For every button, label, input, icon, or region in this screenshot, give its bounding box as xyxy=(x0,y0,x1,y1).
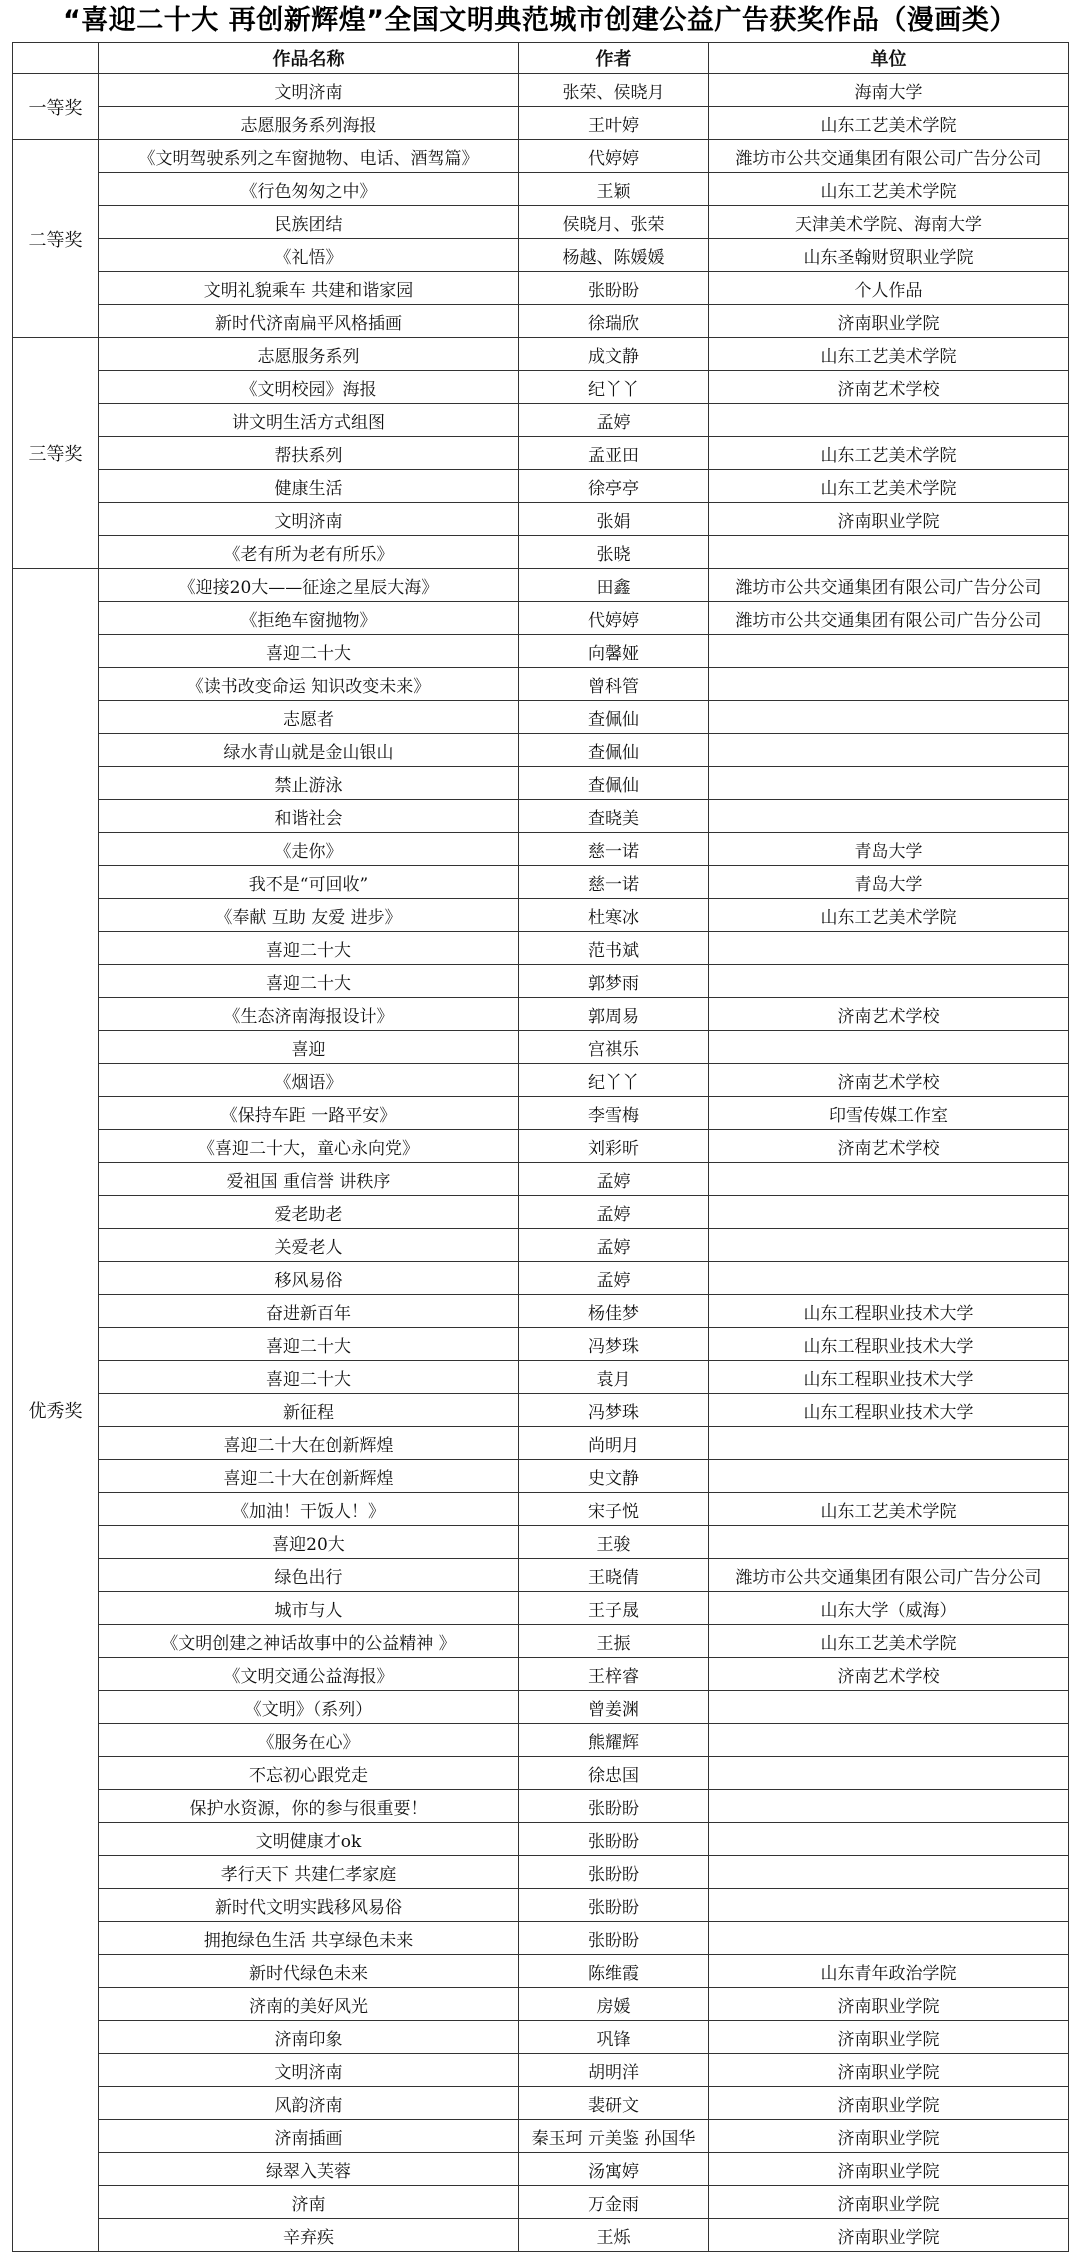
author-cell: 李雪梅 xyxy=(519,1097,709,1130)
unit-cell: 济南艺术学校 xyxy=(709,1658,1069,1691)
unit-cell xyxy=(709,1229,1069,1262)
work-title-cell: 拥抱绿色生活 共享绿色未来 xyxy=(99,1922,519,1955)
author-cell: 巩锋 xyxy=(519,2021,709,2054)
work-title-cell: 绿色出行 xyxy=(99,1559,519,1592)
author-cell: 陈维霞 xyxy=(519,1955,709,1988)
author-cell: 张盼盼 xyxy=(519,1790,709,1823)
unit-cell: 济南职业学院 xyxy=(709,305,1069,338)
award-grade: 二等奖 xyxy=(13,140,99,338)
author-cell: 杨佳梦 xyxy=(519,1295,709,1328)
unit-cell: 济南职业学院 xyxy=(709,2219,1069,2252)
work-title-cell: 辛弃疾 xyxy=(99,2219,519,2252)
author-cell: 查晓美 xyxy=(519,800,709,833)
work-title-cell: 爱祖国 重信誉 讲秩序 xyxy=(99,1163,519,1196)
work-title-cell: 《文明交通公益海报》 xyxy=(99,1658,519,1691)
work-title-cell: 《文明创建之神话故事中的公益精神 》 xyxy=(99,1625,519,1658)
table-row xyxy=(13,1757,1069,1790)
work-title-cell: 文明济南 xyxy=(99,503,519,536)
table-row xyxy=(13,1790,1069,1823)
table-row xyxy=(13,140,1069,173)
work-title-cell: 关爱老人 xyxy=(99,1229,519,1262)
work-title-cell: 《文明校园》海报 xyxy=(99,371,519,404)
unit-cell: 山东工程职业技术大学 xyxy=(709,1295,1069,1328)
author-cell: 查佩仙 xyxy=(519,734,709,767)
author-cell: 冯梦珠 xyxy=(519,1328,709,1361)
unit-cell xyxy=(709,1526,1069,1559)
unit-cell xyxy=(709,1922,1069,1955)
author-cell: 王骏 xyxy=(519,1526,709,1559)
work-title-cell: 《生态济南海报设计》 xyxy=(99,998,519,1031)
author-cell: 侯晓月、张荣 xyxy=(519,206,709,239)
work-title-cell: 《奉献 互助 友爱 进步》 xyxy=(99,899,519,932)
table-row xyxy=(13,74,1069,107)
author-cell: 孟婷 xyxy=(519,404,709,437)
table-row xyxy=(13,668,1069,701)
unit-cell xyxy=(709,1757,1069,1790)
table-row xyxy=(13,1328,1069,1361)
table-row xyxy=(13,338,1069,371)
table-row xyxy=(13,305,1069,338)
table-row xyxy=(13,1196,1069,1229)
unit-cell: 青岛大学 xyxy=(709,866,1069,899)
author-cell: 王晓倩 xyxy=(519,1559,709,1592)
table-row xyxy=(13,536,1069,569)
work-title-cell: 健康生活 xyxy=(99,470,519,503)
table-row xyxy=(13,1658,1069,1691)
unit-cell: 山东工艺美术学院 xyxy=(709,107,1069,140)
unit-cell: 潍坊市公共交通集团有限公司广告分公司 xyxy=(709,1559,1069,1592)
unit-cell: 潍坊市公共交通集团有限公司广告分公司 xyxy=(709,140,1069,173)
work-title-cell: 我不是“可回收” xyxy=(99,866,519,899)
table-row xyxy=(13,2087,1069,2120)
work-title-cell: 奋进新百年 xyxy=(99,1295,519,1328)
author-cell: 纪丫丫 xyxy=(519,1064,709,1097)
work-title-cell: 志愿服务系列 xyxy=(99,338,519,371)
unit-cell xyxy=(709,1790,1069,1823)
work-title-cell: 绿水青山就是金山银山 xyxy=(99,734,519,767)
work-title-cell: 济南 xyxy=(99,2186,519,2219)
author-cell: 向馨娅 xyxy=(519,635,709,668)
unit-cell xyxy=(709,734,1069,767)
author-cell: 秦玉珂 亓美鉴 孙国华 xyxy=(519,2120,709,2153)
unit-cell: 山东青年政治学院 xyxy=(709,1955,1069,1988)
table-row xyxy=(13,2120,1069,2153)
table-row xyxy=(13,569,1069,602)
author-cell: 纪丫丫 xyxy=(519,371,709,404)
work-title-cell: 喜迎二十大在创新辉煌 xyxy=(99,1427,519,1460)
author-cell: 成文静 xyxy=(519,338,709,371)
award-grade: 三等奖 xyxy=(13,338,99,569)
unit-cell: 山东工艺美术学院 xyxy=(709,173,1069,206)
table-row xyxy=(13,272,1069,305)
author-cell: 代婷婷 xyxy=(519,140,709,173)
header-author: 作者 xyxy=(519,43,709,74)
unit-cell: 潍坊市公共交通集团有限公司广告分公司 xyxy=(709,569,1069,602)
table-row xyxy=(13,965,1069,998)
author-cell: 张荣、侯晓月 xyxy=(519,74,709,107)
unit-cell xyxy=(709,767,1069,800)
author-cell: 范书斌 xyxy=(519,932,709,965)
author-cell: 张娟 xyxy=(519,503,709,536)
table-row xyxy=(13,2219,1069,2252)
unit-cell: 济南职业学院 xyxy=(709,2021,1069,2054)
unit-cell xyxy=(709,1823,1069,1856)
unit-cell: 山东圣翰财贸职业学院 xyxy=(709,239,1069,272)
table-row xyxy=(13,998,1069,1031)
author-cell: 宫祺乐 xyxy=(519,1031,709,1064)
table-row xyxy=(13,206,1069,239)
table-row xyxy=(13,1691,1069,1724)
work-title-cell: 《拒绝车窗抛物》 xyxy=(99,602,519,635)
work-title-cell: 保护水资源，你的参与很重要！ xyxy=(99,1790,519,1823)
author-cell: 曾科管 xyxy=(519,668,709,701)
unit-cell xyxy=(709,635,1069,668)
unit-cell xyxy=(709,1262,1069,1295)
unit-cell: 山东大学（威海） xyxy=(709,1592,1069,1625)
author-cell: 王烁 xyxy=(519,2219,709,2252)
table-row xyxy=(13,1526,1069,1559)
author-cell: 王子晟 xyxy=(519,1592,709,1625)
header-row xyxy=(13,43,1069,74)
work-title-cell: 喜迎二十大 xyxy=(99,635,519,668)
work-title-cell: 喜迎二十大 xyxy=(99,932,519,965)
table-row xyxy=(13,1922,1069,1955)
header-title: 作品名称 xyxy=(99,43,519,74)
unit-cell xyxy=(709,1427,1069,1460)
table-row xyxy=(13,734,1069,767)
document-title: “喜迎二十大 再创新辉煌”全国文明典范城市创建公益广告获奖作品（漫画类） xyxy=(63,5,1017,36)
work-title-cell: 《行色匆匆之中》 xyxy=(99,173,519,206)
header-unit: 单位 xyxy=(709,43,1069,74)
work-title-cell: 喜迎二十大 xyxy=(99,1328,519,1361)
unit-cell: 山东工艺美术学院 xyxy=(709,437,1069,470)
table-row xyxy=(13,833,1069,866)
author-cell: 张晓 xyxy=(519,536,709,569)
author-cell: 张盼盼 xyxy=(519,1823,709,1856)
table-row xyxy=(13,1460,1069,1493)
unit-cell xyxy=(709,1163,1069,1196)
work-title-cell: 《服务在心》 xyxy=(99,1724,519,1757)
table-row xyxy=(13,173,1069,206)
work-title-cell: 《喜迎二十大，童心永向党》 xyxy=(99,1130,519,1163)
author-cell: 田鑫 xyxy=(519,569,709,602)
author-cell: 杨越、陈媛媛 xyxy=(519,239,709,272)
work-title-cell: 文明济南 xyxy=(99,2054,519,2087)
table-row xyxy=(13,866,1069,899)
table-row xyxy=(13,1427,1069,1460)
work-title-cell: 爱老助老 xyxy=(99,1196,519,1229)
table-row xyxy=(13,437,1069,470)
work-title-cell: 城市与人 xyxy=(99,1592,519,1625)
table-row xyxy=(13,1889,1069,1922)
work-title-cell: 《走你》 xyxy=(99,833,519,866)
table-row xyxy=(13,701,1069,734)
unit-cell: 潍坊市公共交通集团有限公司广告分公司 xyxy=(709,602,1069,635)
table-row xyxy=(13,239,1069,272)
work-title-cell: 和谐社会 xyxy=(99,800,519,833)
author-cell: 王梓睿 xyxy=(519,1658,709,1691)
table-row xyxy=(13,767,1069,800)
unit-cell: 济南职业学院 xyxy=(709,2153,1069,2186)
table-row xyxy=(13,470,1069,503)
work-title-cell: 新时代文明实践移风易俗 xyxy=(99,1889,519,1922)
unit-cell: 济南艺术学校 xyxy=(709,998,1069,1031)
author-cell: 熊耀辉 xyxy=(519,1724,709,1757)
author-cell: 汤寓婷 xyxy=(519,2153,709,2186)
table-row xyxy=(13,1592,1069,1625)
work-title-cell: 《老有所为老有所乐》 xyxy=(99,536,519,569)
unit-cell xyxy=(709,701,1069,734)
table-row xyxy=(13,404,1069,437)
table-row xyxy=(13,1097,1069,1130)
table-row xyxy=(13,1361,1069,1394)
table-row xyxy=(13,107,1069,140)
author-cell: 徐亭亭 xyxy=(519,470,709,503)
work-title-cell: 《保持车距 一路平安》 xyxy=(99,1097,519,1130)
unit-cell: 山东工艺美术学院 xyxy=(709,470,1069,503)
unit-cell xyxy=(709,536,1069,569)
unit-cell: 山东工艺美术学院 xyxy=(709,899,1069,932)
unit-cell: 济南职业学院 xyxy=(709,503,1069,536)
unit-cell: 济南职业学院 xyxy=(709,1988,1069,2021)
work-title-cell: 《烟语》 xyxy=(99,1064,519,1097)
award-grade: 一等奖 xyxy=(13,74,99,140)
table-row xyxy=(13,1394,1069,1427)
author-cell: 宋子悦 xyxy=(519,1493,709,1526)
table-row xyxy=(13,1493,1069,1526)
table-row xyxy=(13,1262,1069,1295)
work-title-cell: 济南插画 xyxy=(99,2120,519,2153)
table-row xyxy=(13,1229,1069,1262)
unit-cell xyxy=(709,1196,1069,1229)
author-cell: 查佩仙 xyxy=(519,701,709,734)
work-title-cell: 绿翠入芙蓉 xyxy=(99,2153,519,2186)
author-cell: 张盼盼 xyxy=(519,272,709,305)
author-cell: 刘彩昕 xyxy=(519,1130,709,1163)
author-cell: 慈一诺 xyxy=(519,833,709,866)
unit-cell: 济南职业学院 xyxy=(709,2186,1069,2219)
work-title-cell: 新征程 xyxy=(99,1394,519,1427)
work-title-cell: 济南的美好风光 xyxy=(99,1988,519,2021)
author-cell: 孟婷 xyxy=(519,1196,709,1229)
table-row xyxy=(13,635,1069,668)
unit-cell xyxy=(709,932,1069,965)
unit-cell: 济南艺术学校 xyxy=(709,1064,1069,1097)
table-row xyxy=(13,800,1069,833)
work-title-cell: 《迎接20大——征途之星辰大海》 xyxy=(99,569,519,602)
table-row xyxy=(13,1724,1069,1757)
author-cell: 冯梦珠 xyxy=(519,1394,709,1427)
table-row xyxy=(13,1823,1069,1856)
work-title-cell: 帮扶系列 xyxy=(99,437,519,470)
author-cell: 孟婷 xyxy=(519,1163,709,1196)
work-title-cell: 喜迎 xyxy=(99,1031,519,1064)
author-cell: 张盼盼 xyxy=(519,1889,709,1922)
table-row xyxy=(13,932,1069,965)
unit-cell: 济南艺术学校 xyxy=(709,371,1069,404)
work-title-cell: 新时代绿色未来 xyxy=(99,1955,519,1988)
work-title-cell: 文明礼貌乘车 共建和谐家园 xyxy=(99,272,519,305)
work-title-cell: 风韵济南 xyxy=(99,2087,519,2120)
unit-cell: 济南艺术学校 xyxy=(709,1130,1069,1163)
author-cell: 袁月 xyxy=(519,1361,709,1394)
author-cell: 孟婷 xyxy=(519,1229,709,1262)
unit-cell xyxy=(709,1031,1069,1064)
work-title-cell: 禁止游泳 xyxy=(99,767,519,800)
award-grade: 优秀奖 xyxy=(13,569,99,2252)
unit-cell: 济南职业学院 xyxy=(709,2054,1069,2087)
unit-cell xyxy=(709,404,1069,437)
awards-table xyxy=(12,42,1069,2252)
table-row xyxy=(13,1955,1069,1988)
work-title-cell: 喜迎二十大 xyxy=(99,1361,519,1394)
work-title-cell: 移风易俗 xyxy=(99,1262,519,1295)
work-title-cell: 不忘初心跟党走 xyxy=(99,1757,519,1790)
unit-cell xyxy=(709,1889,1069,1922)
table-row xyxy=(13,1163,1069,1196)
unit-cell xyxy=(709,1724,1069,1757)
work-title-cell: 民族团结 xyxy=(99,206,519,239)
unit-cell: 山东工程职业技术大学 xyxy=(709,1328,1069,1361)
author-cell: 裴研文 xyxy=(519,2087,709,2120)
author-cell: 徐忠国 xyxy=(519,1757,709,1790)
header-grade xyxy=(13,43,99,74)
author-cell: 张盼盼 xyxy=(519,1922,709,1955)
work-title-cell: 孝行天下 共建仁孝家庭 xyxy=(99,1856,519,1889)
unit-cell xyxy=(709,1856,1069,1889)
unit-cell: 山东工艺美术学院 xyxy=(709,338,1069,371)
table-row xyxy=(13,2021,1069,2054)
table-row xyxy=(13,602,1069,635)
table-row xyxy=(13,1295,1069,1328)
unit-cell: 印雪传媒工作室 xyxy=(709,1097,1069,1130)
work-title-cell: 志愿服务系列海报 xyxy=(99,107,519,140)
author-cell: 胡明洋 xyxy=(519,2054,709,2087)
author-cell: 慈一诺 xyxy=(519,866,709,899)
author-cell: 孟婷 xyxy=(519,1262,709,1295)
table-row xyxy=(13,2186,1069,2219)
work-title-cell: 讲文明生活方式组图 xyxy=(99,404,519,437)
author-cell: 尚明月 xyxy=(519,1427,709,1460)
table-row xyxy=(13,1130,1069,1163)
work-title-cell: 喜迎二十大在创新辉煌 xyxy=(99,1460,519,1493)
work-title-cell: 新时代济南扁平风格插画 xyxy=(99,305,519,338)
table-row xyxy=(13,1988,1069,2021)
work-title-cell: 喜迎二十大 xyxy=(99,965,519,998)
unit-cell: 山东工程职业技术大学 xyxy=(709,1394,1069,1427)
work-title-cell: 文明健康才ok xyxy=(99,1823,519,1856)
work-title-cell: 《文明驾驶系列之车窗抛物、电话、酒驾篇》 xyxy=(99,140,519,173)
table-row xyxy=(13,2054,1069,2087)
author-cell: 郭梦雨 xyxy=(519,965,709,998)
author-cell: 史文静 xyxy=(519,1460,709,1493)
author-cell: 张盼盼 xyxy=(519,1856,709,1889)
author-cell: 杜寒冰 xyxy=(519,899,709,932)
unit-cell: 青岛大学 xyxy=(709,833,1069,866)
author-cell: 代婷婷 xyxy=(519,602,709,635)
author-cell: 孟亚田 xyxy=(519,437,709,470)
author-cell: 王振 xyxy=(519,1625,709,1658)
table-row xyxy=(13,1064,1069,1097)
unit-cell: 山东工程职业技术大学 xyxy=(709,1361,1069,1394)
author-cell: 郭周易 xyxy=(519,998,709,1031)
unit-cell xyxy=(709,668,1069,701)
work-title-cell: 文明济南 xyxy=(99,74,519,107)
work-title-cell: 《文明》（系列） xyxy=(99,1691,519,1724)
table-row xyxy=(13,1031,1069,1064)
table-row xyxy=(13,1856,1069,1889)
unit-cell: 山东工艺美术学院 xyxy=(709,1493,1069,1526)
table-row xyxy=(13,1559,1069,1592)
unit-cell xyxy=(709,800,1069,833)
unit-cell: 济南职业学院 xyxy=(709,2120,1069,2153)
table-row xyxy=(13,371,1069,404)
unit-cell: 天津美术学院、海南大学 xyxy=(709,206,1069,239)
unit-cell xyxy=(709,1460,1069,1493)
unit-cell: 山东工艺美术学院 xyxy=(709,1625,1069,1658)
table-row xyxy=(13,503,1069,536)
unit-cell xyxy=(709,1691,1069,1724)
author-cell: 徐瑞欣 xyxy=(519,305,709,338)
author-cell: 王颖 xyxy=(519,173,709,206)
unit-cell: 济南职业学院 xyxy=(709,2087,1069,2120)
work-title-cell: 《礼悟》 xyxy=(99,239,519,272)
unit-cell: 海南大学 xyxy=(709,74,1069,107)
author-cell: 曾姜渊 xyxy=(519,1691,709,1724)
table-row xyxy=(13,899,1069,932)
unit-cell: 个人作品 xyxy=(709,272,1069,305)
author-cell: 万金雨 xyxy=(519,2186,709,2219)
author-cell: 查佩仙 xyxy=(519,767,709,800)
work-title-cell: 志愿者 xyxy=(99,701,519,734)
table-row xyxy=(13,2153,1069,2186)
work-title-cell: 《加油！干饭人！》 xyxy=(99,1493,519,1526)
author-cell: 王叶婷 xyxy=(519,107,709,140)
work-title-cell: 喜迎20大 xyxy=(99,1526,519,1559)
work-title-cell: 济南印象 xyxy=(99,2021,519,2054)
author-cell: 房媛 xyxy=(519,1988,709,2021)
work-title-cell: 《读书改变命运 知识改变未来》 xyxy=(99,668,519,701)
unit-cell xyxy=(709,965,1069,998)
awards-body xyxy=(13,74,1069,2252)
table-row xyxy=(13,1625,1069,1658)
